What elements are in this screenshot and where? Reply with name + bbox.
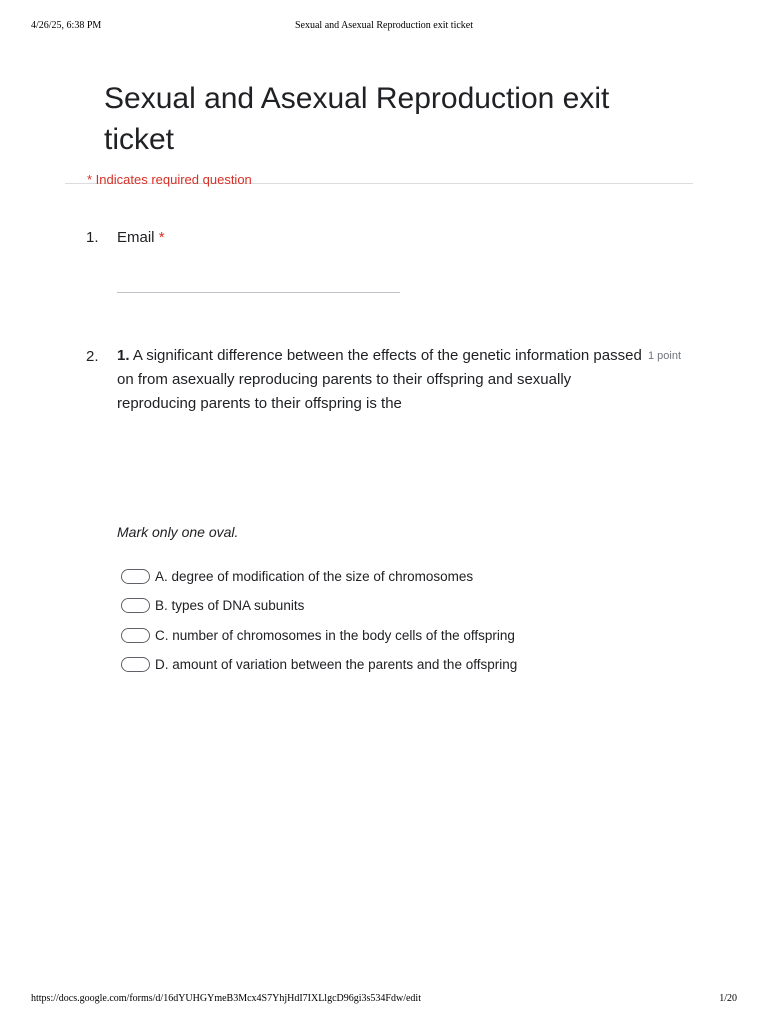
required-asterisk: *	[158, 229, 165, 246]
print-footer	[0, 993, 768, 1007]
option-a-label: A. degree of modification of the size of chromosomes	[155, 569, 474, 585]
points-badge: 1 point	[648, 350, 682, 362]
option-d[interactable]	[121, 650, 517, 679]
print-datetime: 4/26/25, 6:38 PM	[31, 20, 102, 31]
radio-oval-icon[interactable]	[121, 598, 150, 613]
radio-oval-icon[interactable]	[121, 657, 150, 672]
print-page-number: 1/20	[719, 993, 737, 1004]
required-note: * Indicates required question	[87, 172, 252, 187]
print-doc-title: Sexual and Asexual Reproduction exit ticket	[294, 20, 473, 31]
option-b[interactable]	[121, 591, 517, 620]
question-2-body: A significant difference between the effects of the genetic information passed on from asexually reproducing parents to their offspring and sexually reproducing parents to their offspring is the	[117, 347, 642, 412]
radio-oval-icon[interactable]	[121, 569, 150, 584]
option-c[interactable]	[121, 621, 517, 650]
email-label: Email	[117, 229, 155, 246]
form-title: Sexual and Asexual Reproduction exit ticket	[104, 82, 610, 156]
question-2-hint: Mark only one oval.	[117, 524, 239, 540]
print-url: https://docs.google.com/forms/d/16dYUHGYmeB3Mcx4S7YhjHdI7IXLlgcD96gi3s534Fdw/edit	[31, 993, 421, 1004]
print-header	[0, 20, 768, 34]
question-number-1: 1.	[86, 229, 99, 246]
answer-options	[121, 562, 517, 679]
question-2-text	[117, 344, 642, 416]
email-field[interactable]	[117, 292, 400, 293]
option-d-label: D. amount of variation between the parents and the offspring	[155, 657, 518, 673]
option-b-label: B. types of DNA subunits	[155, 598, 305, 614]
option-c-label: C. number of chromosomes in the body cells of the offspring	[155, 627, 515, 643]
question-number-2: 2.	[86, 348, 99, 365]
email-question-label	[117, 229, 165, 246]
option-a[interactable]	[121, 562, 517, 591]
radio-oval-icon[interactable]	[121, 628, 150, 643]
question-2-prefix: 1.	[117, 347, 130, 364]
